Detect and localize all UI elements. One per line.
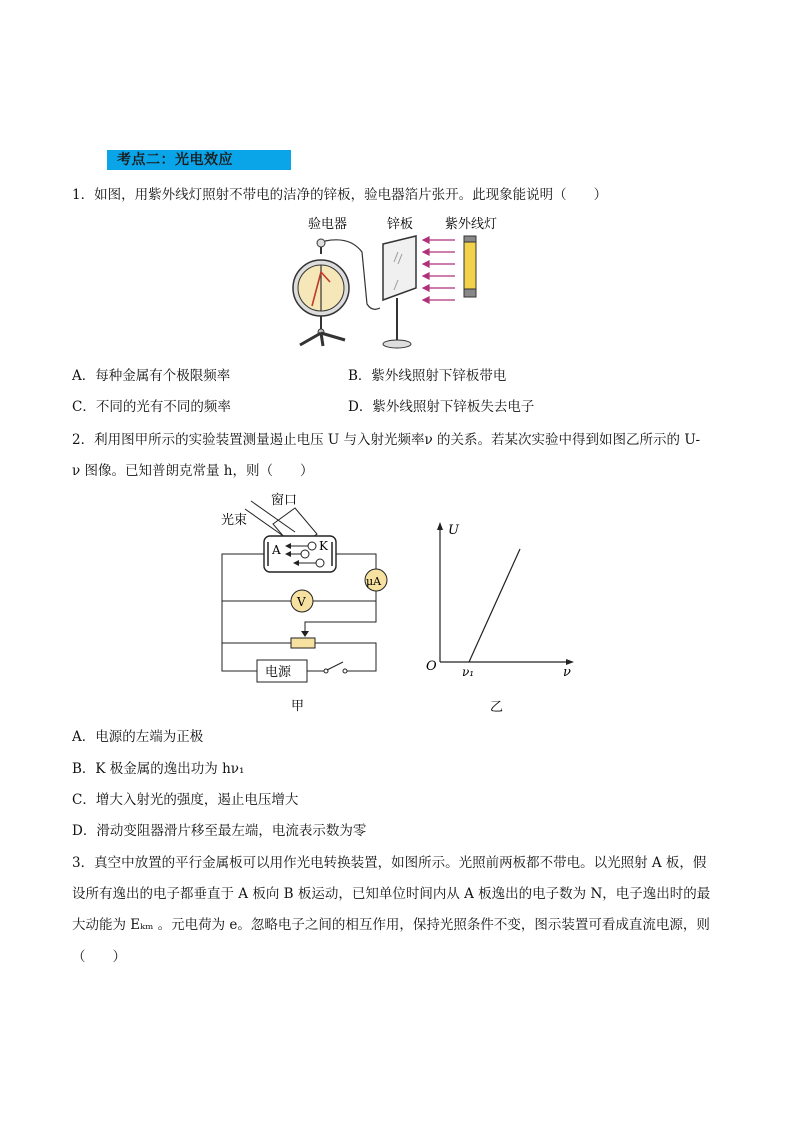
- label-uv-lamp: 紫外线灯: [445, 217, 498, 232]
- q3-line2: 设所有逸出的电子都垂直于 A 板向 B 板运动，已知单位时间内从 A 板逸出的电子数为 N，电子逸出时的最: [72, 886, 711, 902]
- label-light-beam: 光束: [221, 513, 248, 528]
- section-banner: 考点二：光电效应: [107, 150, 291, 170]
- label-y-axis: U: [448, 523, 459, 538]
- caption-yi: 乙: [490, 700, 504, 715]
- label-cathode: K: [319, 539, 328, 553]
- label-power: 电源: [265, 665, 292, 680]
- label-zinc-plate: 锌板: [387, 217, 414, 232]
- q1-option-c: C．不同的光有不同的频率: [72, 399, 231, 415]
- label-nu1: ν₁: [462, 665, 475, 679]
- label-origin: O: [426, 659, 437, 674]
- q2-option-c: C．增大入射光的强度，遏止电压增大: [72, 792, 299, 808]
- q2-stem-line1: 2．利用图甲所示的实验装置测量遏止电压 U 与入射光频率ν 的关系。若某次实验中得到如图乙所示的 U-: [72, 432, 701, 448]
- switch-icon: [327, 662, 343, 670]
- q2-figure-jia: [215, 488, 395, 713]
- electroscope-icon: [293, 239, 349, 346]
- zinc-plate-icon: [383, 236, 416, 348]
- q3-line4: （ ）: [72, 949, 126, 965]
- caption-jia: 甲: [291, 699, 305, 714]
- q2-stem-line2: ν 图像。已知普朗克常量 h，则（ ）: [72, 463, 314, 479]
- q1-figure: [290, 212, 520, 354]
- label-voltmeter: V: [297, 595, 306, 609]
- label-x-axis: ν: [563, 665, 571, 680]
- q2-figure-yi: [420, 518, 585, 718]
- q1-option-a: A．每种金属有个极限频率: [72, 368, 231, 384]
- q3-line1: 3．真空中放置的平行金属板可以用作光电转换装置，如图所示。光照前两板都不带电。以光照射 A 板，假: [72, 855, 707, 871]
- q2-option-b: B．K 极金属的逸出功为 hν₁: [72, 761, 245, 777]
- q3-line3: 大动能为 Eₖₘ 。元电荷为 e。忽略电子之间的相互作用，保持光照条件不变，图示装置可看成直流电源，则: [72, 917, 710, 933]
- q2-option-a: A．电源的左端为正极: [72, 729, 204, 745]
- q1-stem: 1．如图，用紫外线灯照射不带电的洁净的锌板，验电器箔片张开。此现象能说明（ ）: [72, 187, 608, 203]
- label-electroscope: 验电器: [308, 217, 348, 232]
- label-microammeter: μA: [366, 575, 382, 588]
- label-window: 窗口: [271, 493, 298, 508]
- q1-option-b: B．紫外线照射下锌板带电: [348, 368, 507, 384]
- uv-lamp-icon: [464, 236, 476, 297]
- q2-option-d: D．滑动变阻器滑片移至最左端，电流表示数为零: [72, 823, 367, 839]
- label-anode: A: [272, 543, 281, 557]
- uv-light-arrows: [423, 237, 455, 303]
- u-nu-line: [469, 549, 520, 662]
- q1-option-d: D．紫外线照射下锌板失去电子: [348, 399, 535, 415]
- rheostat-icon: [291, 638, 315, 648]
